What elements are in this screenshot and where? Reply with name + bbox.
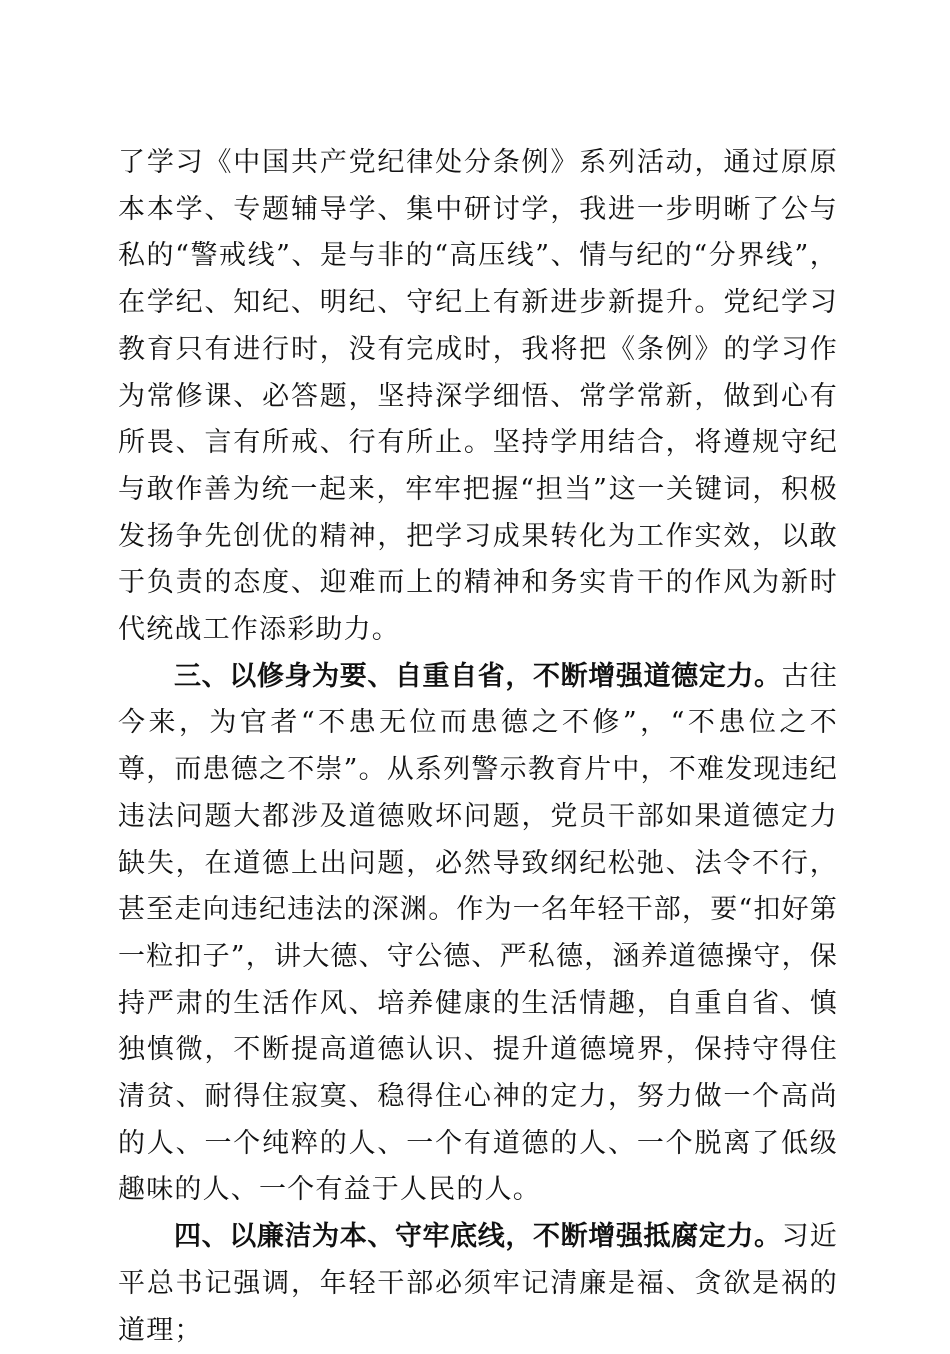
paragraph-section-three [118, 654, 838, 1214]
paragraph-section-four [118, 1214, 838, 1354]
paragraph-text: 了学习《中国共产党纪律处分条例》系列活动，通过原原本本学、专题辅导学、集中研讨学，我进一步明晰了公与私的“警戒线”、是与非的“高压线”、情与纪的“分界线”，在学纪、知纪、明纪、守纪上有新进步新提升。党纪学习教育只有进行时，没有完成时，我将把《条例》的学习作为常修课、必答题，坚持深学细悟、常学常新，做到心有所畏、言有所戒、行有所止。坚持学用结合，将遵规守纪与敢作善为统一起来，牢牢把握“担当”这一关键词，积极发扬争先创优的精神，把学习成果转化为工作实效，以敢于负责的态度、迎难而上的精神和务实肯干的作风为新时代统战工作添彩助力。 [118, 147, 838, 646]
paragraph-continued [118, 140, 838, 654]
paragraph-text: 古往今来，为官者“不患无位而患德之不修”，“不患位之不尊，而患德之不崇”。从系列警示教育片中，不难发现违纪违法问题大都涉及道德败坏问题，党员干部如果道德定力缺失，在道德上出问题，必然导致纲纪松弛、法令不行，甚至走向违纪违法的深渊。作为一名年轻干部，要“扣好第一粒扣子”，讲大德、守公德、严私德，涵养道德操守，保持严肃的生活作风、培养健康的生活情趣，自重自省、慎独慎微，不断提高道德认识、提升道德境界，保持守得住清贫、耐得住寂寞、稳得住心神的定力，努力做一个高尚的人、一个纯粹的人、一个有道德的人、一个脱离了低级趣味的人、一个有益于人民的人。 [118, 660, 839, 1206]
paragraph-text: 习近平总书记强调，年轻干部必须牢记清廉是福、贪欲是祸的道理； [118, 1221, 838, 1346]
document-body [118, 140, 838, 1354]
section-three-heading: 三、以修身为要、自重自省，不断增强道德定力。 [174, 660, 782, 692]
section-four-heading: 四、以廉洁为本、守牢底线，不断增强抵腐定力。 [174, 1221, 782, 1253]
